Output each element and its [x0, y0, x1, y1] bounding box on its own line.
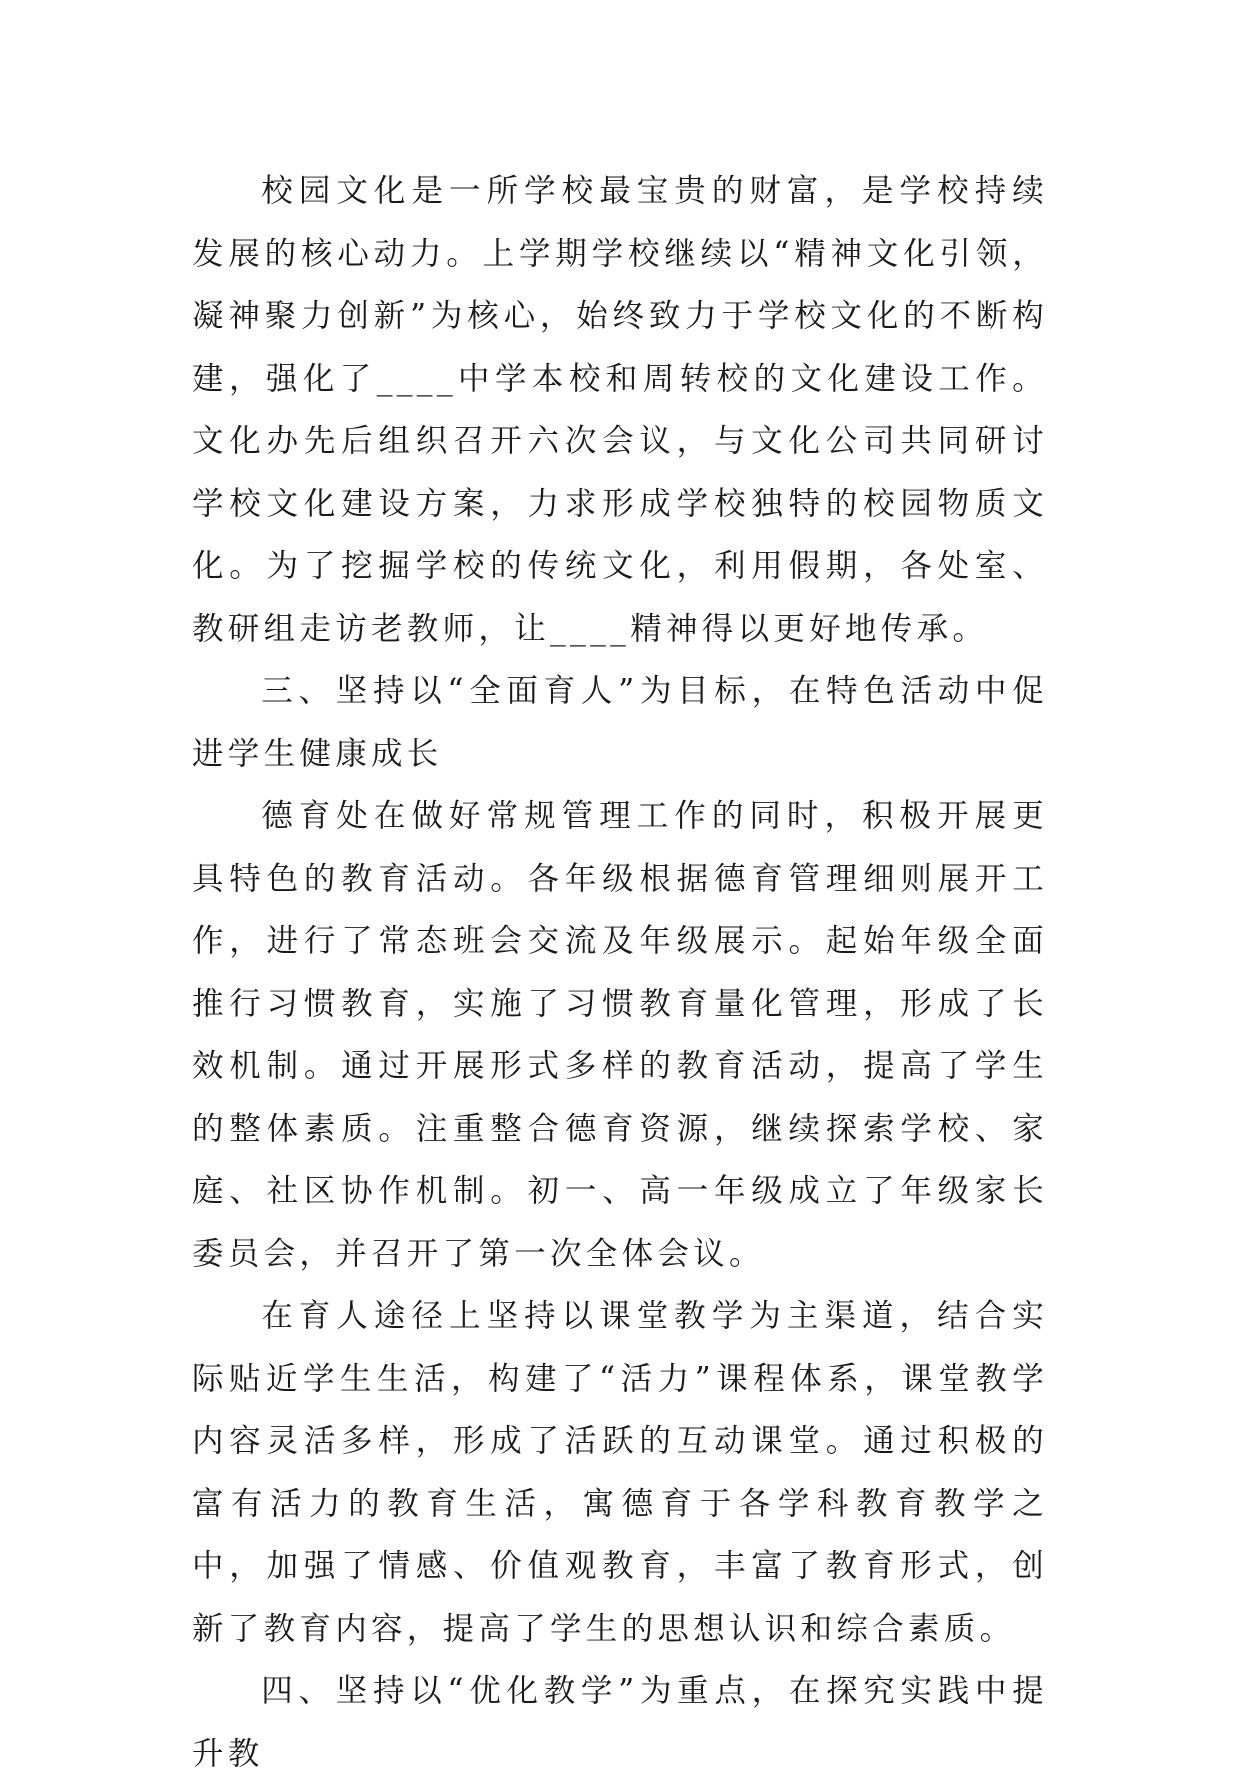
paragraph-education-approach: 在育人途径上坚持以课堂教学为主渠道，结合实际贴近学生生活，构建了“活力”课程体系，课堂教学内容灵活多样，形成了活跃的互动课堂。通过积极的富有活力的教育生活，寓德育于各学科教育教学之中，加强了情感、价值观教育，丰富了教育形式，创新了教育内容，提高了学生的思想认识和综合素质。 — [192, 1298, 1048, 1647]
paragraph-campus-culture: 校园文化是一所学校最宝贵的财富，是学校持续发展的核心动力。上学期学校继续以“精神文化引领，凝神聚力创新”为核心，始终致力于学校文化的不断构建，强化了____中学本校和周转校的文化建设工作。文化办先后组织召开六次会议，与文化公司共同研讨学校文化建设方案，力求形成学校独特的校园物质文化。为了挖掘学校的传统文化，利用假期，各处室、教研组走访老教师，让____精神得以更好地传承。 — [192, 173, 1048, 647]
section-heading-four: 四、坚持以“优化教学”为重点，在探究实践中提升教 — [192, 1673, 1048, 1772]
section-heading-three: 三、坚持以“全面育人”为目标，在特色活动中促进学生健康成长 — [192, 673, 1048, 772]
paragraph-moral-education: 德育处在做好常规管理工作的同时，积极开展更具特色的教育活动。各年级根据德育管理细则展开工作，进行了常态班会交流及年级展示。起始年级全面推行习惯教育，实施了习惯教育量化管理，形成了长效机制。通过开展形式多样的教育活动，提高了学生的整体素质。注重整合德育资源，继续探索学校、家庭、社区协作机制。初一、高一年级成立了年级家长委员会，并召开了第一次全体会议。 — [192, 798, 1048, 1272]
document-body — [192, 160, 1048, 1785]
